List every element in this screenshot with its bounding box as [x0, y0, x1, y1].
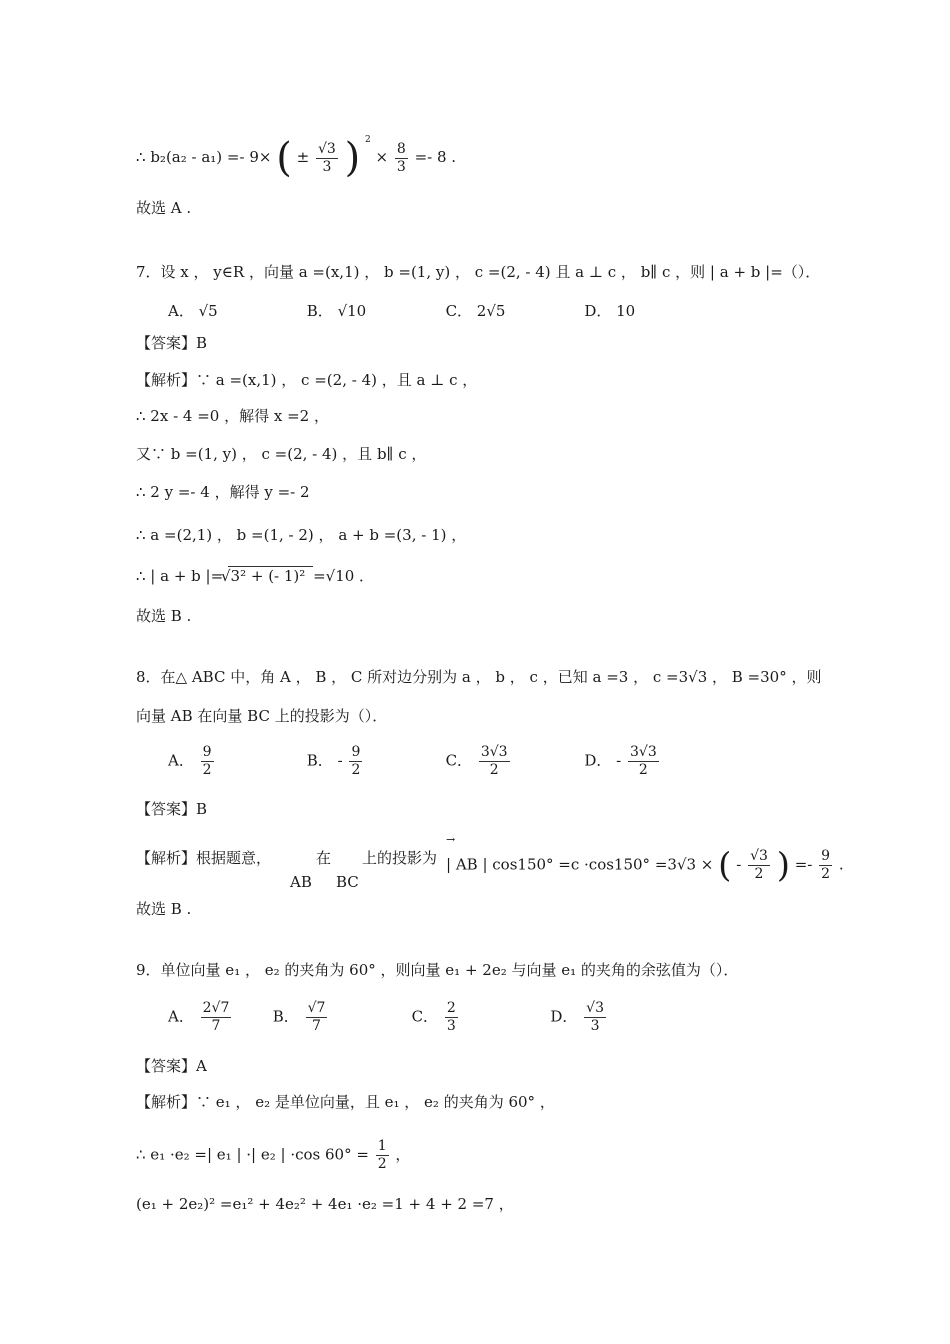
projection-text: 上的投影为	[362, 849, 438, 867]
radicand: 3² + (- 1)²	[230, 567, 306, 585]
therefore-symbol: ∴	[136, 148, 146, 166]
fraction	[479, 744, 510, 779]
choice-b	[307, 744, 441, 779]
choice-a: A． √5	[168, 302, 218, 320]
choice-sign: -	[337, 751, 343, 770]
fraction-denominator: 2	[202, 762, 212, 778]
answer-line: 【答案】B	[136, 800, 208, 818]
fraction	[201, 1000, 232, 1035]
choice-label: A．	[168, 1007, 194, 1026]
fraction	[819, 848, 832, 883]
fraction	[395, 141, 408, 176]
conclusion-line: 故选 B .	[136, 607, 192, 625]
choice-a	[168, 744, 302, 779]
math-result: =√10 ．	[313, 567, 375, 585]
conclusion-line: 故选 A .	[136, 199, 192, 217]
equals-minus: =-	[794, 855, 813, 874]
fraction-denominator: 3	[322, 158, 332, 175]
fraction	[306, 1000, 328, 1035]
fraction-denominator: 7	[312, 1018, 321, 1034]
fraction-denominator: 2	[638, 762, 648, 778]
fraction	[628, 744, 659, 779]
choice-a	[168, 1000, 268, 1035]
fraction	[748, 848, 770, 883]
fraction-denominator: 2	[754, 866, 764, 882]
fraction-numerator: 2√7	[202, 1000, 230, 1016]
solution-step-dot-product	[136, 1138, 950, 1174]
left-paren: (	[276, 135, 292, 181]
fraction	[316, 141, 338, 176]
solution-step: ∴ 2x - 4 =0 ，解得 x =2 ，	[136, 407, 329, 425]
choice-c	[446, 744, 580, 779]
fraction-numerator: √7	[307, 1000, 326, 1016]
minus-sign: -	[736, 855, 742, 874]
math-expression: ∴ | a + b |=	[136, 567, 224, 585]
fraction	[445, 1000, 458, 1035]
fraction-numerator: √3	[750, 848, 768, 864]
fraction	[376, 1138, 389, 1173]
fraction	[201, 744, 214, 779]
answer-line: 【答案】A	[136, 1057, 207, 1075]
solution-step-magnitude	[136, 566, 950, 586]
choice-d: D． 10	[584, 302, 636, 320]
fraction-numerator: 3√3	[630, 744, 657, 760]
fraction-denominator: 2	[351, 762, 361, 778]
choice-c	[412, 1000, 546, 1035]
fraction-numerator: 3√3	[480, 744, 508, 760]
plus-minus: ±	[296, 148, 310, 166]
solution-step: (e₁ + 2e₂)² =e₁² + 4e₂² + 4e₁ ·e₂ =1 + 4 + 2 =7 ，	[136, 1195, 514, 1213]
choice-label: D．	[584, 751, 612, 770]
choice-d	[584, 744, 660, 779]
fraction-denominator: 7	[211, 1018, 221, 1034]
radical-sign: √	[220, 567, 231, 585]
right-paren: )	[344, 135, 361, 181]
vector-ab-label: AB	[290, 873, 312, 891]
question-7-stem: 7．设 x ， y∈R ，向量 a =(x,1) ， b =(1, y) ， c =(2, - 4) 且 a ⊥ c ， b∥ c ，则 | a + b |=（）．	[136, 263, 821, 281]
math-expression: ∴ e₁ ·e₂ =| e₁ | ·| e₂ | ·cos 60° =	[136, 1145, 369, 1164]
fraction-denominator: 3	[446, 1018, 456, 1034]
fraction-numerator: √3	[317, 140, 336, 157]
math-expression: | AB | cos150° =c ·cos150° =3√3 ×	[446, 855, 714, 874]
fraction	[349, 744, 362, 779]
choice-label: B．	[306, 751, 333, 770]
solution-step: ∴ a =(2,1) ， b =(1, - 2) ， a + b =(3, - 1) ，	[136, 526, 467, 544]
fraction-numerator: √3	[586, 1000, 604, 1016]
math-result: =- 8 .	[414, 148, 457, 166]
solution-step: 【解析】∵ e₁ ， e₂ 是单位向量，且 e₁ ， e₂ 的夹角为 60° ，	[136, 1093, 555, 1111]
answer-line: 【答案】B	[136, 334, 208, 352]
square-root	[220, 566, 313, 585]
question-8-choices	[168, 744, 950, 788]
fraction-denominator: 2	[377, 1156, 387, 1172]
choice-label: A．	[168, 751, 194, 770]
fraction-denominator: 3	[590, 1018, 600, 1034]
projection-expression	[446, 845, 844, 886]
solution-label: 【解析】根据题意，	[136, 849, 272, 867]
fraction-numerator: 9	[821, 848, 831, 864]
solution-line-q6-result	[136, 135, 950, 181]
solution-line-q8	[136, 833, 950, 891]
choice-label: C．	[411, 1007, 439, 1026]
fraction-numerator: 1	[377, 1138, 387, 1154]
fraction-numerator: 8	[396, 140, 406, 157]
fraction	[584, 1000, 606, 1035]
choice-d	[550, 1000, 608, 1035]
left-paren: (	[718, 845, 732, 886]
fraction-denominator: 3	[396, 158, 406, 175]
times-symbol: ×	[375, 148, 389, 166]
question-9-stem: 9．单位向量 e₁ ， e₂ 的夹角为 60° ，则向量 e₁ + 2e₂ 与向量 e₁ 的夹角的余弦值为（）．	[136, 961, 739, 979]
vector-bc-label: BC	[336, 873, 359, 891]
solution-step: 【解析】∵ a =(x,1) ， c =(2, - 4) ，且 a ⊥ c ，	[136, 371, 478, 389]
period: .	[838, 855, 844, 874]
conclusion-line: 故选 B .	[136, 900, 192, 918]
fraction-denominator: 2	[821, 866, 831, 882]
solution-step: ∴ 2 y =- 4 ，解得 y =- 2	[136, 483, 310, 501]
preposition: 在	[316, 849, 332, 867]
choice-b: B． √10	[306, 302, 367, 320]
question-7-choices	[168, 301, 950, 321]
question-8-stem-line1: 8．在△ ABC 中，角 A ， B ， C 所对边分别为 a ， b ， c ，已知 a =3 ， c =3√3 ， B =30° ，则	[136, 668, 822, 686]
fraction-numerator: 9	[351, 744, 361, 760]
fraction-numerator: 2	[446, 1000, 456, 1016]
solution-step: 又∵ b =(1, y) ， c =(2, - 4) ，且 b∥ c ，	[136, 445, 427, 463]
choice-label: D．	[550, 1007, 578, 1026]
right-paren: )	[776, 845, 790, 886]
question-9-choices	[168, 1000, 950, 1044]
fraction-numerator: 9	[202, 744, 212, 760]
fraction-denominator: 2	[489, 762, 499, 778]
choice-b	[273, 1000, 407, 1035]
choice-label: B．	[272, 1007, 299, 1026]
choice-label: C．	[445, 751, 473, 770]
exponent: 2	[364, 135, 371, 145]
choice-c: C． 2√5	[445, 302, 506, 320]
choice-sign: -	[616, 751, 622, 770]
question-8-stem-line2: 向量 AB 在向量 BC 上的投影为（）．	[136, 707, 388, 725]
comma: ，	[395, 1145, 411, 1164]
math-expression: b₂(a₂ - a₁) =- 9×	[150, 148, 272, 166]
vector-arrow-icon: →	[446, 833, 456, 846]
